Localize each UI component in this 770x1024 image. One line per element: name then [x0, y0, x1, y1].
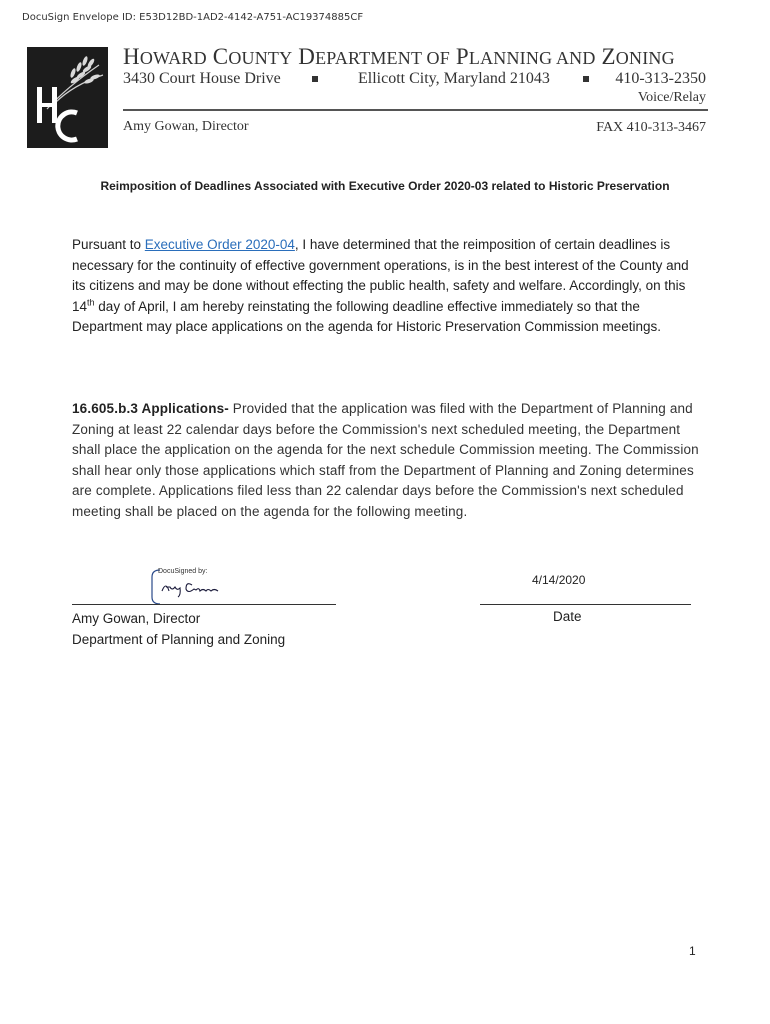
signatory-block [72, 609, 285, 650]
letterhead-director: Amy Gowan, Director [123, 119, 249, 134]
date-line [480, 604, 691, 605]
paragraph-applications: 16.605.b.3 Applications- Provided that the application was filed with the Department of Planning and Zoning at least 22 calendar days before the Commission's next scheduled meeting, the Department shall place the application on the agenda for the next schedule Commission meeting. The Commission shall hear only those applications which staff from the Department of Planning and Zoning determines are complete. Applications filed less than 22 calendar days before the Commission's next scheduled meeting shall be placed on the agenda for the following meeting. [72, 401, 699, 519]
org-fax: FAX 410-313-3467 [596, 120, 706, 135]
separator-bullet [583, 76, 589, 82]
section-heading: 16.605.b.3 Applications- [72, 401, 229, 416]
signatory-department: Department of Planning and Zoning [72, 631, 286, 647]
executive-order-link[interactable]: Executive Order 2020-04 [144, 237, 295, 252]
org-city: Ellicott City, Maryland 21043 [358, 70, 550, 87]
envelope-id: DocuSign Envelope ID: E53D12BD-1AD2-4142-A751-AC19374885CF [22, 12, 364, 23]
org-address: 3430 Court House Drive [123, 70, 281, 87]
org-name: HOWARD COUNTY DEPARTMENT OF PLANNING AND ZONING [123, 44, 675, 69]
separator-bullet [312, 76, 318, 82]
voice-relay: Voice/Relay [637, 90, 706, 105]
signature-line [72, 604, 336, 605]
signatory-name: Amy Gowan, Director [72, 611, 201, 626]
letterhead-rule [123, 109, 708, 111]
document-title: Reimposition of Deadlines Associated with Executive Order 2020-03 related to Historic Preservation [100, 179, 670, 193]
docusigned-label: DocuSigned by: [158, 568, 208, 575]
date-label: Date [553, 609, 582, 624]
org-phone: 410-313-2350 [615, 70, 706, 87]
paragraph-order: Pursuant to Executive Order 2020-04, I have determined that the reimposition of certain deadlines is necessary for the continuity of effective government operations, is in the best interest of the County and its citizens and may be done without effecting the public health, safety and welfare. Accordingly, on this 14th day of April, I am hereby reinstating the following deadline effective immediately so that the Department may place applications on the agenda for Historic Preservation Commission meetings. [72, 237, 689, 335]
county-logo [27, 47, 108, 148]
signature-date: 4/14/2020 [532, 573, 586, 587]
docusign-signature[interactable] [150, 567, 242, 605]
page-number: 1 [689, 944, 696, 958]
